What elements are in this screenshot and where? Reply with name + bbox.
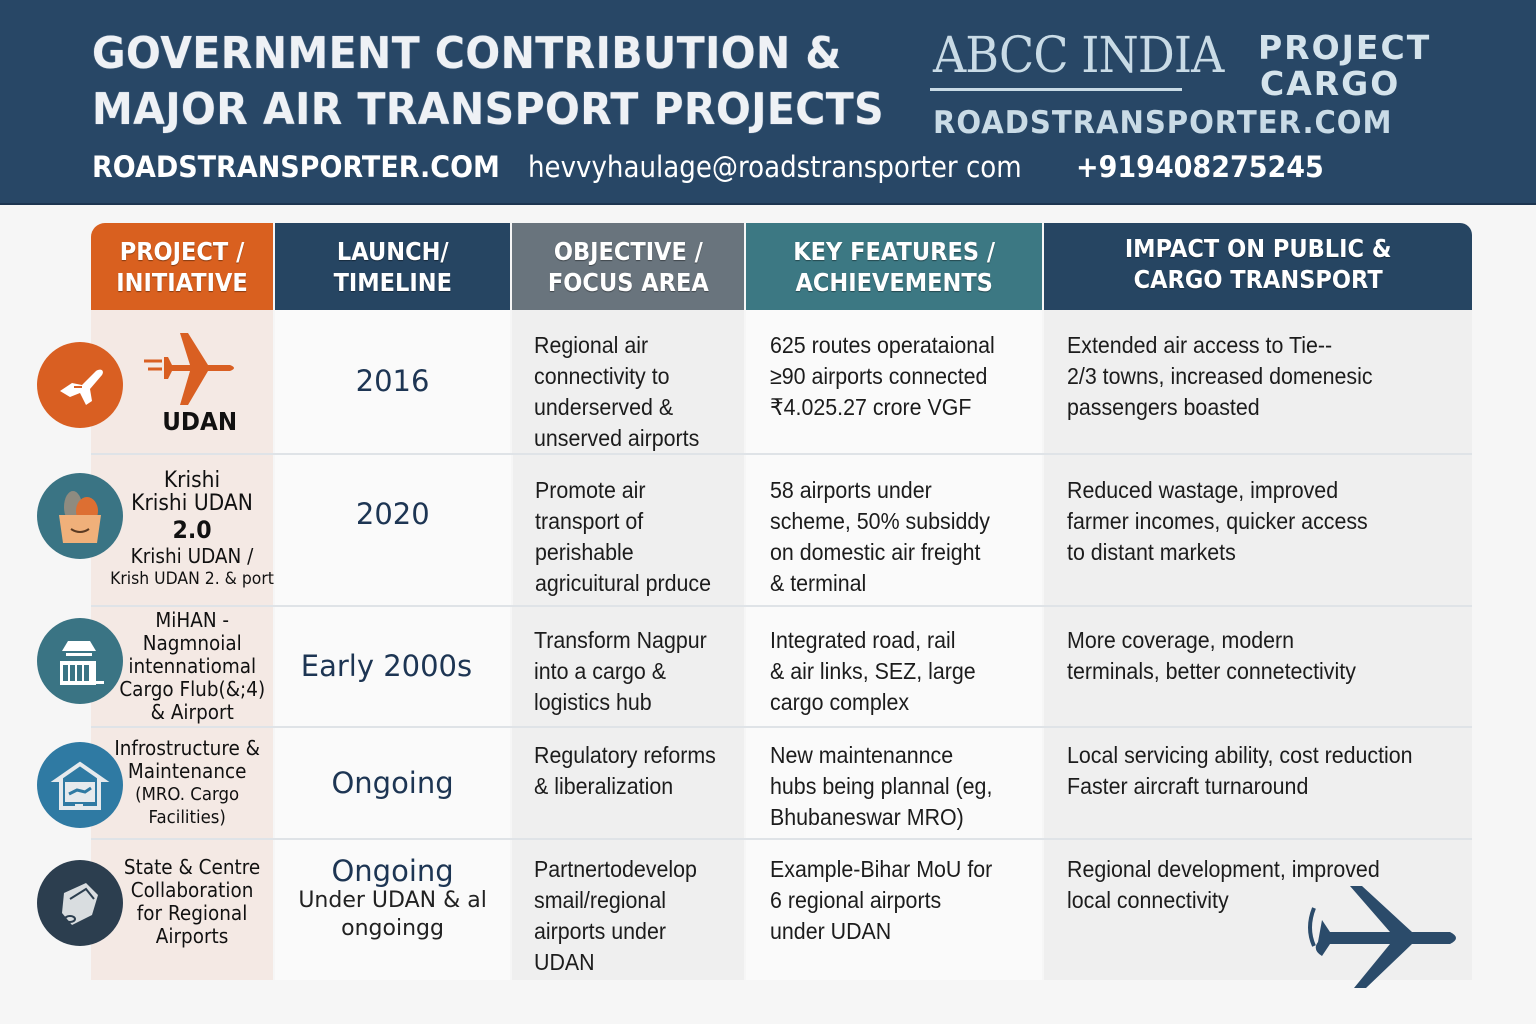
- brand-tag-line-1: PROJECT: [1258, 28, 1432, 67]
- header-banner: [0, 0, 1536, 205]
- hangar-icon: [37, 742, 123, 828]
- produce-basket-icon: [37, 473, 123, 559]
- impact-cell: Local servicing ability, cost reduction Faster aircraft turnaround: [1044, 728, 1472, 838]
- features-cell: Example-Bihar MoU for 6 regional airports under UDAN: [746, 840, 1042, 980]
- timeline-cell: [275, 310, 511, 453]
- project-cell: Infrostructure & Maintenance (MRO. Cargo Facilities): [91, 728, 273, 838]
- handshake-icon: [37, 860, 123, 946]
- timeline-value: Early 2000s: [300, 649, 473, 683]
- table-row: [91, 455, 1472, 607]
- timeline-cell: [275, 728, 511, 838]
- timeline-note: Under UDAN & al ongoingg: [298, 888, 487, 941]
- table-row: [91, 607, 1472, 728]
- timeline-value: 2020: [355, 497, 430, 531]
- column-header-timeline: LAUNCH/ TIMELINE: [275, 223, 511, 310]
- features-cell: 58 airports under scheme, 50% subsiddy on domestic air freight & terminal: [746, 455, 1042, 605]
- timeline-cell: [275, 455, 511, 605]
- website-link[interactable]: ROADSTRANSPORTER.COM: [92, 150, 500, 184]
- title-line-2: MAJOR AIR TRANSPORT PROJECTS: [92, 84, 885, 135]
- column-header-objective: OBJECTIVE / FOCUS AREA: [512, 223, 744, 310]
- project-cell: Krishi Krishi UDAN 2.0 Krishi UDAN / Krish UDAN 2. & port: [91, 455, 273, 605]
- impact-cell: Regional development, improved local connectivity: [1044, 840, 1472, 980]
- features-cell: 625 routes operataional ≥90 airports connected ₹4.025.27 crore VGF: [746, 310, 1042, 453]
- table-row: [91, 840, 1472, 980]
- cargo-terminal-icon: [37, 618, 123, 704]
- impact-cell: Reduced wastage, improved farmer incomes, quicker access to distant markets: [1044, 455, 1472, 605]
- projects-table: [91, 223, 1472, 980]
- features-cell: New maintenannce hubs being plannal (eg, Bhubaneswar MRO): [746, 728, 1042, 838]
- timeline-value: Ongoing: [331, 765, 454, 800]
- timeline-cell: [275, 607, 511, 726]
- table-header-row: [91, 223, 1472, 310]
- timeline-cell: [275, 840, 511, 980]
- objective-cell: Partnertodevelop smail/regional airports under UDAN: [512, 840, 744, 980]
- title-line-1: GOVERNMENT CONTRIBUTION &: [92, 28, 842, 79]
- brand-tagline: [1258, 30, 1431, 102]
- objective-cell: Regional air connectivity to underserved & unserved airports: [512, 310, 744, 453]
- airplane-icon: [142, 331, 238, 412]
- column-header-features: KEY FEATURES / ACHIEVEMENTS: [746, 223, 1042, 310]
- timeline-value: 2016: [355, 364, 430, 398]
- column-header-project: PROJECT / INITIATIVE: [91, 223, 273, 310]
- objective-cell: Regulatory reforms & liberalization: [512, 728, 744, 838]
- features-cell: Integrated road, rail & air links, SEZ, large cargo complex: [746, 607, 1042, 726]
- table-row: [91, 310, 1472, 455]
- column-header-impact: IMPACT ON PUBLIC & CARGO TRANSPORT: [1044, 223, 1472, 310]
- phone-number[interactable]: +919408275245: [1076, 150, 1324, 184]
- timeline-value: Ongoing: [331, 854, 454, 888]
- table-row: [91, 728, 1472, 840]
- email-link[interactable]: hevvyhaulage@roadstransporter com: [528, 150, 1022, 184]
- project-cell: MiHAN - Nagmnoial intennatiomal Cargo Flub(&;4) & Airport: [91, 607, 273, 726]
- impact-cell: More coverage, modern terminals, better connetectivity: [1044, 607, 1472, 726]
- project-cell: State & Centre Collaboration for Regional Airports: [91, 840, 273, 980]
- brand-tag-line-2: CARGO: [1260, 64, 1401, 103]
- objective-cell: Transform Nagpur into a cargo & logistics hub: [512, 607, 744, 726]
- brand-divider: [930, 88, 1182, 91]
- objective-cell: Promote air transport of perishable agricuitural prduce: [513, 455, 745, 605]
- project-name: UDAN: [162, 407, 238, 436]
- brand-website[interactable]: ROADSTRANSPORTER.COM: [933, 105, 1393, 141]
- airplane-departure-icon: [37, 342, 123, 428]
- page-title: [92, 26, 884, 138]
- brand-logo-name: ABCC INDIA: [933, 26, 1224, 84]
- airplane-icon: [1300, 880, 1462, 995]
- impact-cell: Extended air access to Tie-- 2/3 towns, increased domenesic passengers boasted: [1044, 310, 1472, 453]
